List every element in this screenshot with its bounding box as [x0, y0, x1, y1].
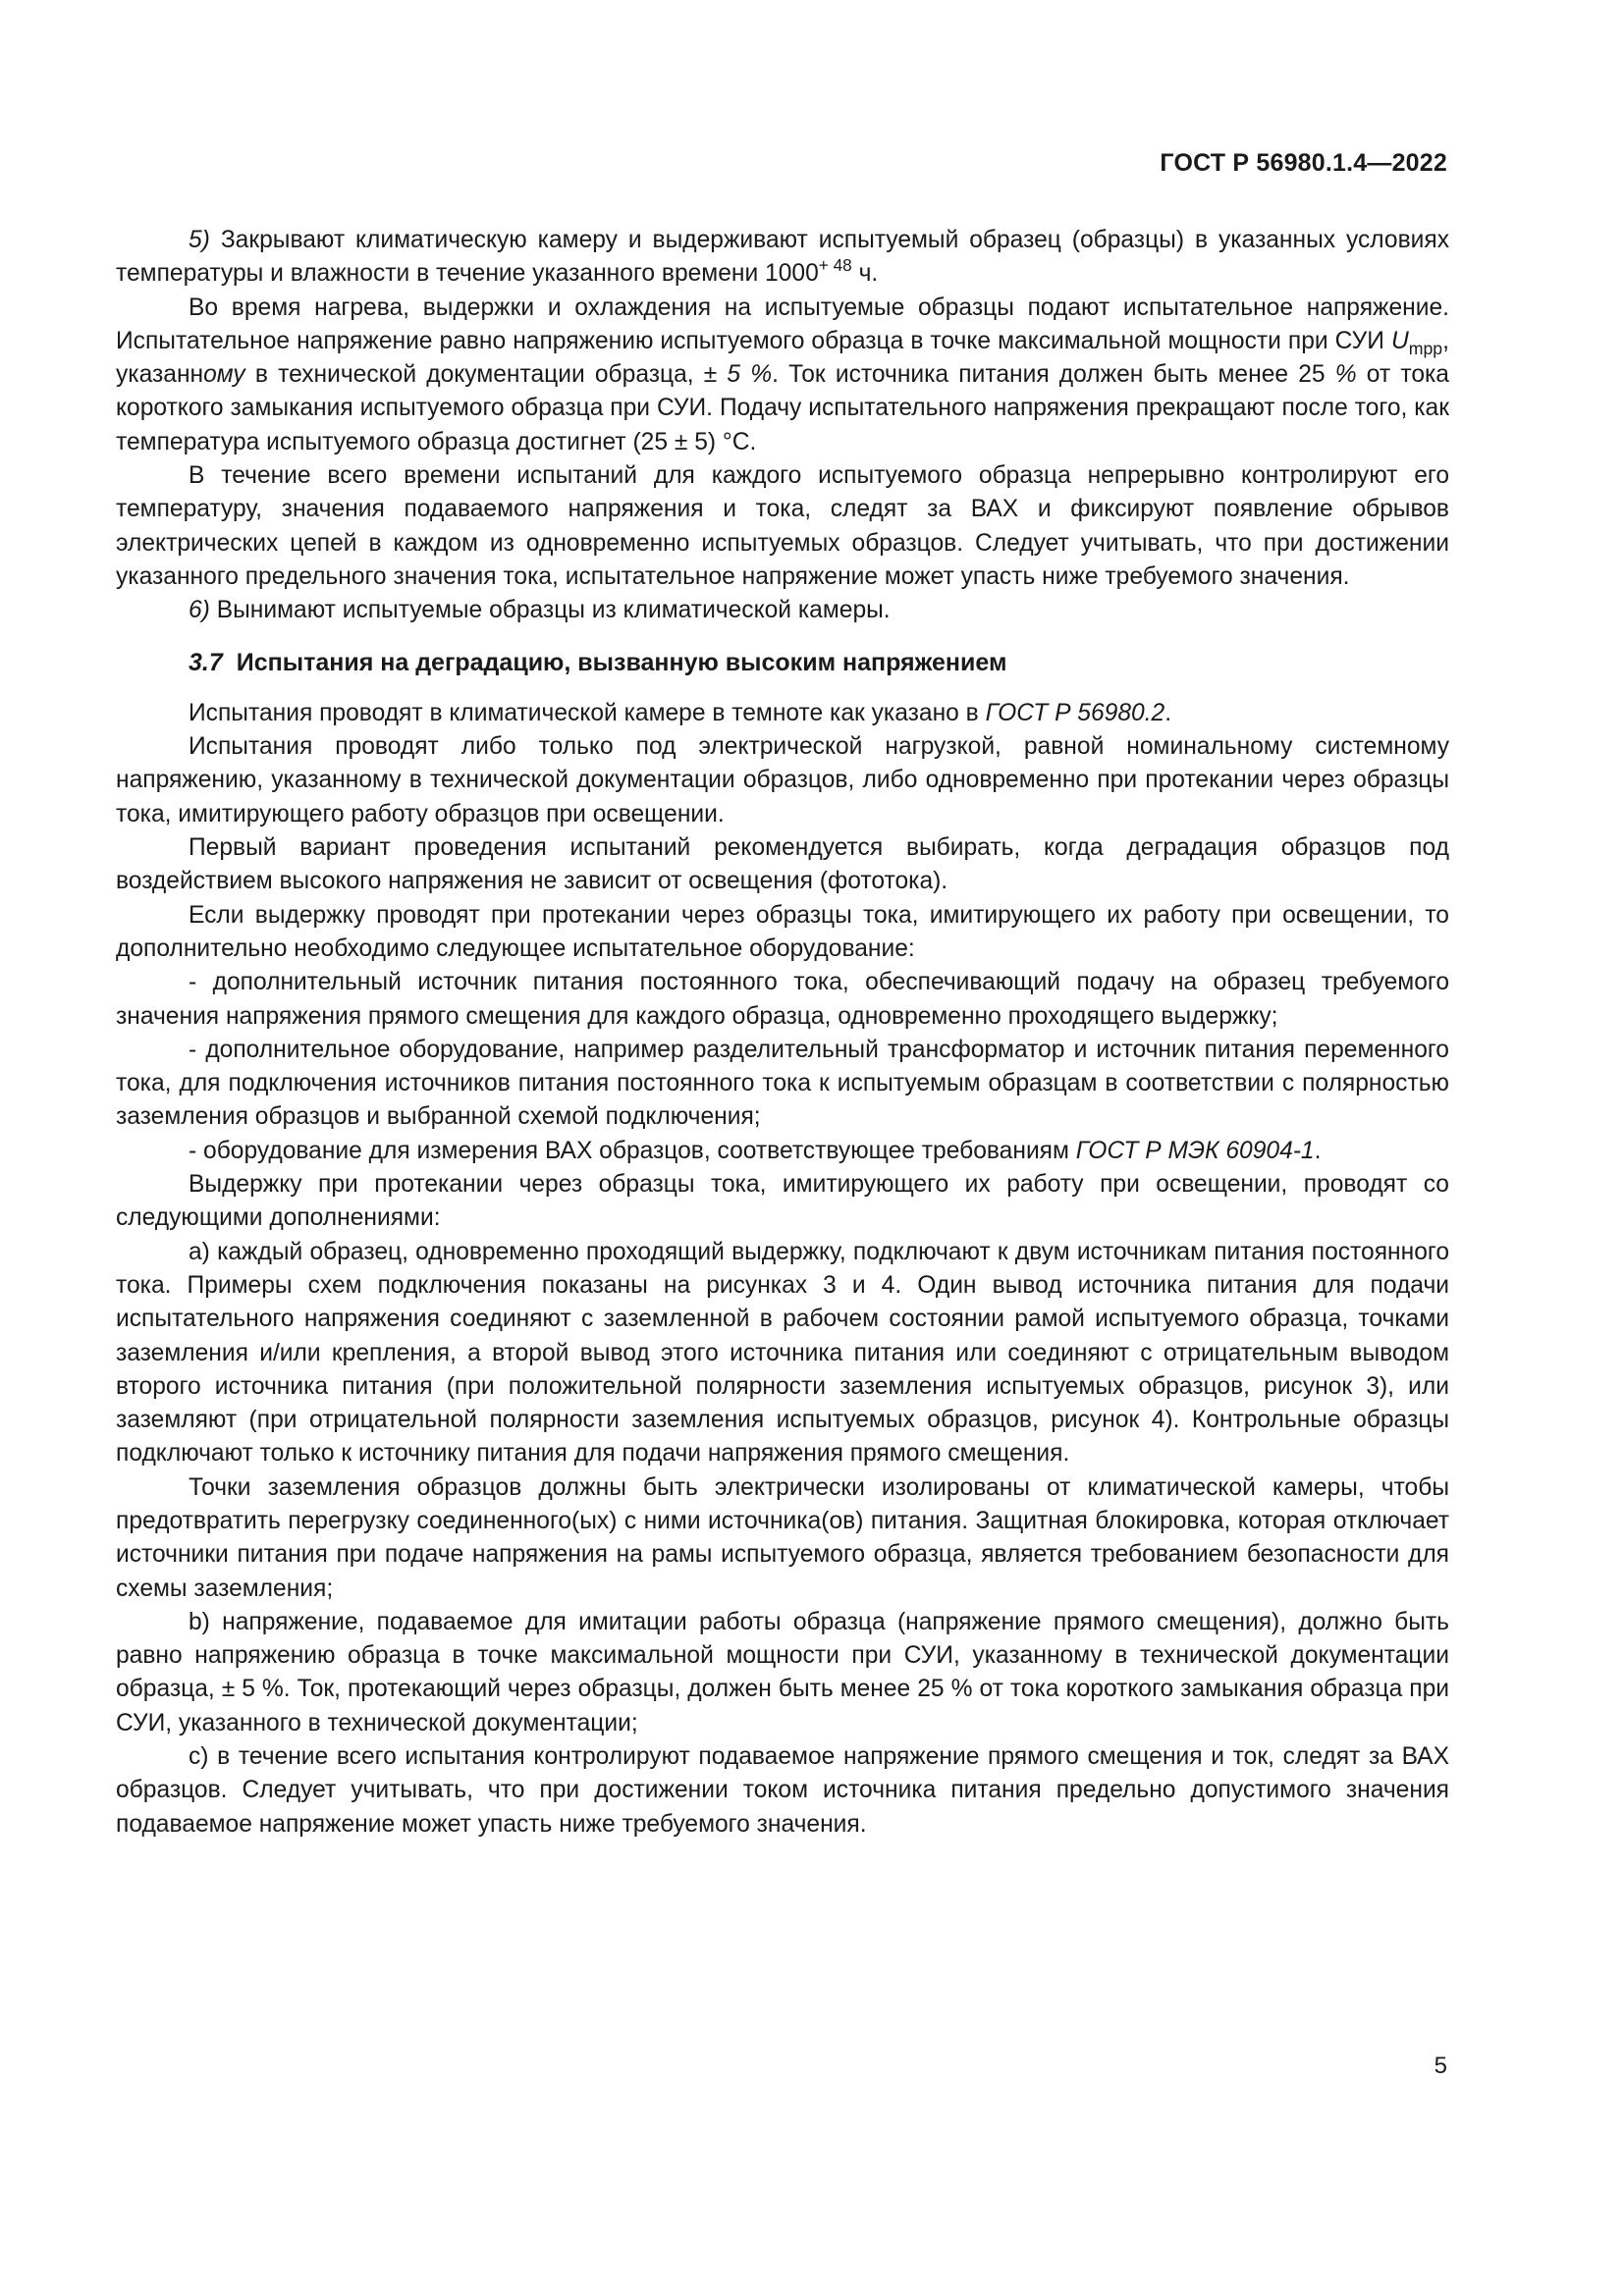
paragraph-load: Испытания проводят либо только под электрической нагрузкой, равной номинальному системному напряжению, указанному в технической документации образцов, либо одновременно при протекании через образцы тока, имитирующего работу образцов при освещении.: [116, 733, 1449, 828]
document-header: ГОСТ Р 56980.1.4—2022: [1160, 149, 1447, 177]
paragraph-chamber: Испытания проводят в климатической камере в темноте как указано в ГОСТ Р 56980.2.: [189, 699, 1172, 726]
standard-reference: ГОСТ Р МЭК 60904-1: [1075, 1137, 1315, 1164]
paragraph-first-variant: Первый вариант проведения испытаний рекомендуется выбирать, когда деградация образцов под воздействием высокого напряжения не зависит от освещения (фототока).: [116, 834, 1449, 895]
voltage-symbol: U: [1390, 327, 1409, 354]
paragraph-step-5: 5) Закрывают климатическую камеру и выдерживают испытуемый образец (образцы) в указанных условиях температуры и влажности в течение указанного времени $1000^{+ 48}$ ч.: [116, 227, 1450, 288]
section-heading: [116, 646, 1449, 679]
list-item-c: c) в течение всего испытания контролируют подаваемое напряжение прямого смещения и ток, следят за ВАХ образцов. Следует учитывать, что при достижении током источника питания предельно допустимого значения подаваемое напряжение может упасть ниже требуемого значения.: [116, 1743, 1449, 1838]
list-item-b: b) напряжение, подаваемое для имитации работы образца (напряжение прямого смещения), должно быть равно напряжению образца в точке максимальной мощности при СУИ, указанному в технической документации образца, ± 5 %. Ток, протекающий через образцы, должен быть менее 25 % от тока короткого замыкания образца при СУИ, указанного в технической документации;: [116, 1608, 1449, 1736]
document-body: [116, 224, 1449, 1842]
tolerance-superscript: + 48: [818, 255, 852, 276]
step-number: 6): [189, 597, 210, 624]
list-item-a: а) каждый образец, одновременно проходящий выдержку, подключают к двум источникам питания постоянного тока. Примеры схем подключения показаны на рисунках 3 и 4. Один вывод источника питания для подачи испытательного напряжения соединяют с заземленной в рабочем состоянии рамой испытуемого образца, точками заземления и/или крепления, а второй вывод этого источника питания или соединяют с отрицательным выводом второго источника питания (при положительной полярности заземления испытуемых образцов, рисунок 3), или заземляют (при отрицательной полярности заземления испытуемых образцов, рисунок 4). Контрольные образцы подключают только к источнику питания для подачи напряжения прямого смещения.: [116, 1238, 1449, 1468]
paragraph-additions-intro: Выдержку при протекании через образцы тока, имитирующего их работу при освещении, проводят со следующими дополнениями:: [116, 1171, 1449, 1232]
paragraph-monitoring: В течение всего времени испытаний для каждого испытуемого образца непрерывно контролируют его температуру, значения подаваемого напряжения и тока, следят за ВАХ и фиксируют появление обрывов электрических цепей в каждом из одновременно испытуемых образцов. Следует учитывать, что при достижении указанного предельного значения тока, испытательное напряжение может упасть ниже требуемого значения.: [116, 462, 1449, 590]
standard-reference: ГОСТ Р 56980.2: [985, 699, 1165, 726]
paragraph-heating: Во время нагрева, выдержки и охлаждения на испытуемые образцы подают испытательное напряжение. Испытательное напряжение равно напряжению испытуемого образца в точке максимальной мощности при СУИ $U_{mpp}$, указанному в технической документации образца, ± 5 %. Ток источника питания должен быть менее 25 % от тока короткого замыкания испытуемого образца при СУИ. Подачу испытательного напряжения прекращают после того, как температура испытуемого образца достигнет (25 ± 5) °С.: [116, 294, 1449, 455]
list-item: - оборудование для измерения ВАХ образцов, соответствующее требованиям ГОСТ Р МЭК 60904-1.: [189, 1137, 1322, 1164]
list-item: - дополнительное оборудование, например разделительный трансформатор и источник питания переменного тока, для подключения источников питания постоянного тока к испытуемым образцам в соответствии с полярностью заземления образцов и выбранной схемой подключения;: [116, 1036, 1449, 1131]
page-number: 5: [1434, 2053, 1447, 2079]
section-title: Испытания на деградацию, вызванную высоким напряжением: [236, 648, 1007, 676]
voltage-subscript: mpp: [1408, 338, 1443, 358]
paragraph-equipment-intro: Если выдержку проводят при протекании через образцы тока, имитирующего их работу при освещении, то дополнительно необходимо следующее испытательное оборудование:: [116, 901, 1449, 962]
paragraph-step-6: 6) Вынимают испытуемые образцы из климатической камеры.: [189, 597, 891, 624]
section-number: 3.7: [189, 648, 223, 676]
list-item: - дополнительный источник питания постоянного тока, обеспечивающий подачу на образец требуемого значения напряжения прямого смещения для каждого образца, одновременно проходящего выдержку;: [116, 969, 1449, 1030]
step-number: 5): [189, 227, 210, 253]
paragraph-grounding: Точки заземления образцов должны быть электрически изолированы от климатической камеры, чтобы предотвратить перегрузку соединенного(ых) с ними источника(ов) питания. Защитная блокировка, которая отключает источники питания при подаче напряжения на рамы испытуемого образца, является требованием безопасности для схемы заземления;: [116, 1473, 1449, 1602]
